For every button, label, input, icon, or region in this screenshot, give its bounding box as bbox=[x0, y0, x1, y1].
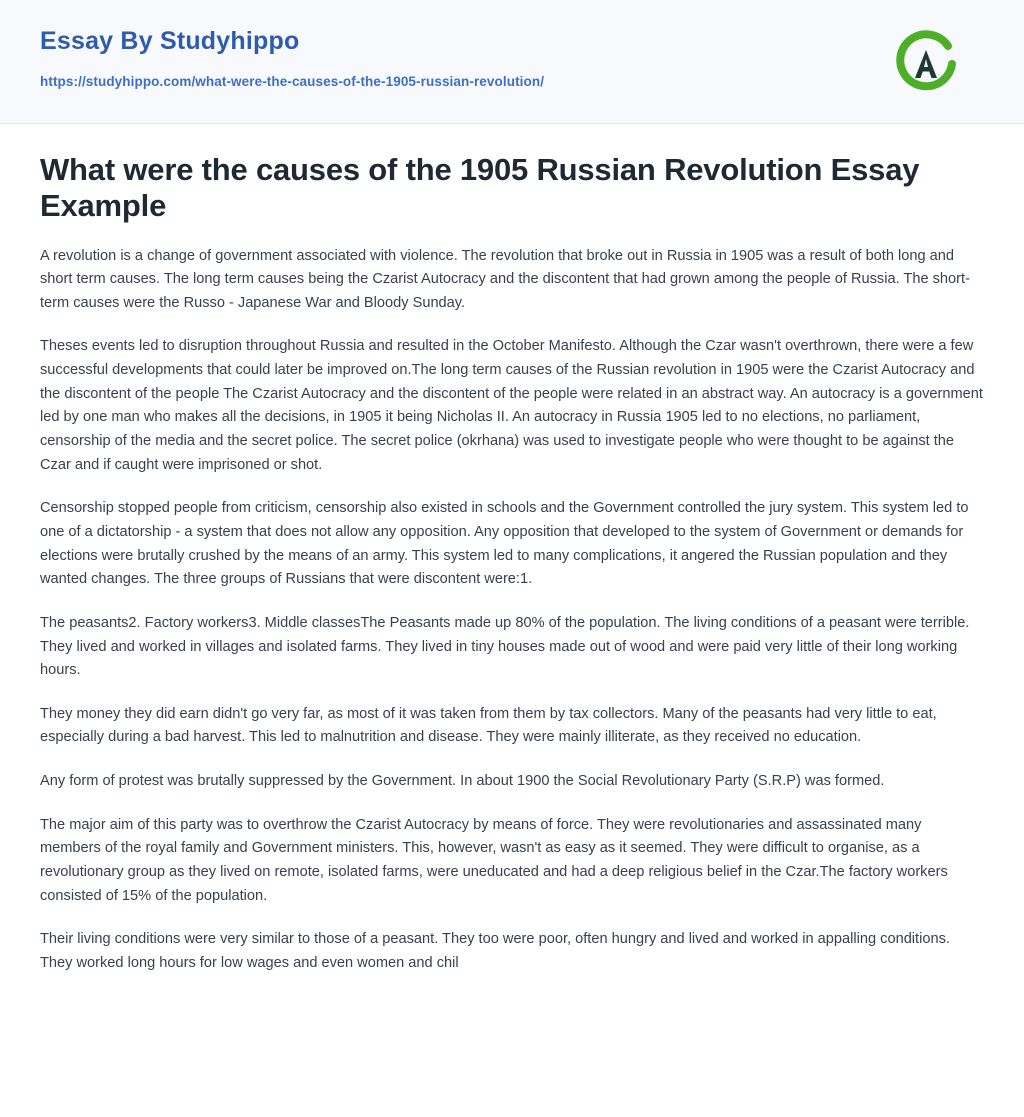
source-url[interactable]: https://studyhippo.com/what-were-the-causes-of-the-1905-russian-revolution/ bbox=[40, 74, 545, 89]
site-brand-title: Essay By Studyhippo bbox=[40, 27, 300, 55]
article-paragraph: Theses events led to disruption throughout Russia and resulted in the October Manifesto. Although the Czar wasn't overthrown, there were a few successful developments that could later be improved on.The long term causes of the Russian revolution in 1905 were the Czarist Autocracy and the discontent of the people The Czarist Autocracy and the discontent of the people were related in an abstract way. An autocracy is a government led by one man who makes all the decisions, in 1905 it being Nicholas II. An autocracy in Russia 1905 led to no elections, no parliament, censorship of the media and the secret police. The secret police (okrhana) was used to investigate people who were thought to be against the Czar and if caught were imprisoned or shot. bbox=[40, 338, 983, 473]
article-paragraph: The major aim of this party was to overthrow the Czarist Autocracy by means of force. They were revolutionaries and assassinated many members of the royal family and Government ministers. This, however, wasn't as easy as it seemed. They were difficult to organise, as a revolutionary group as they lived on remote, isolated farms, were uneducated and had a deep religious belief in the Czar.The factory workers consisted of 15% of the population. bbox=[40, 816, 948, 904]
article-paragraph: Censorship stopped people from criticism, censorship also existed in schools and the Government controlled the jury system. This system led to one of a dictatorship - a system that does not allow any opposition. Any opposition that developed to the system of Government or demands for elections were brutally crushed by the means of an army. This system led to many complications, it angered the Russian population and they wanted changes. The three groups of Russians that were discontent were:1. bbox=[40, 500, 969, 588]
header-left bbox=[40, 26, 544, 89]
article-paragraph: The peasants2. Factory workers3. Middle classesThe Peasants made up 80% of the population. The living conditions of a peasant were terrible. They lived and worked in villages and isolated farms. They lived in tiny houses made out of wood and were paid very little of their long working hours. bbox=[40, 614, 970, 679]
article-paragraph: Any form of protest was brutally suppressed by the Government. In about 1900 the Social Revolutionary Party (S.R.P) was formed. bbox=[40, 773, 885, 790]
article-paragraph: They money they did earn didn't go very far, as most of it was taken from them by tax collectors. Many of the peasants had very little to eat, especially during a bad harvest. This led to malnutrition and disease. They were mainly illiterate, as they received no education. bbox=[40, 705, 937, 746]
page-title: What were the causes of the 1905 Russian Revolution Essay Example bbox=[40, 152, 920, 224]
article-paragraph: A revolution is a change of government associated with violence. The revolution that broke out in Russia in 1905 was a result of both long and short term causes. The long term causes being the Czarist Autocracy and the discontent that had grown among the people of Russia. The short-term causes were the Russo - Japanese War and Bloody Sunday. bbox=[40, 247, 970, 311]
article-paragraph: Their living conditions were very similar to those of a peasant. They too were poor, often hungry and lived and worked in appalling conditions. They worked long hours for low wages and even women and chil bbox=[40, 931, 950, 971]
letter-a-circle-logo-icon bbox=[890, 28, 962, 100]
article-body bbox=[0, 124, 1024, 1016]
site-header bbox=[0, 0, 1024, 124]
logo-container bbox=[890, 28, 962, 100]
